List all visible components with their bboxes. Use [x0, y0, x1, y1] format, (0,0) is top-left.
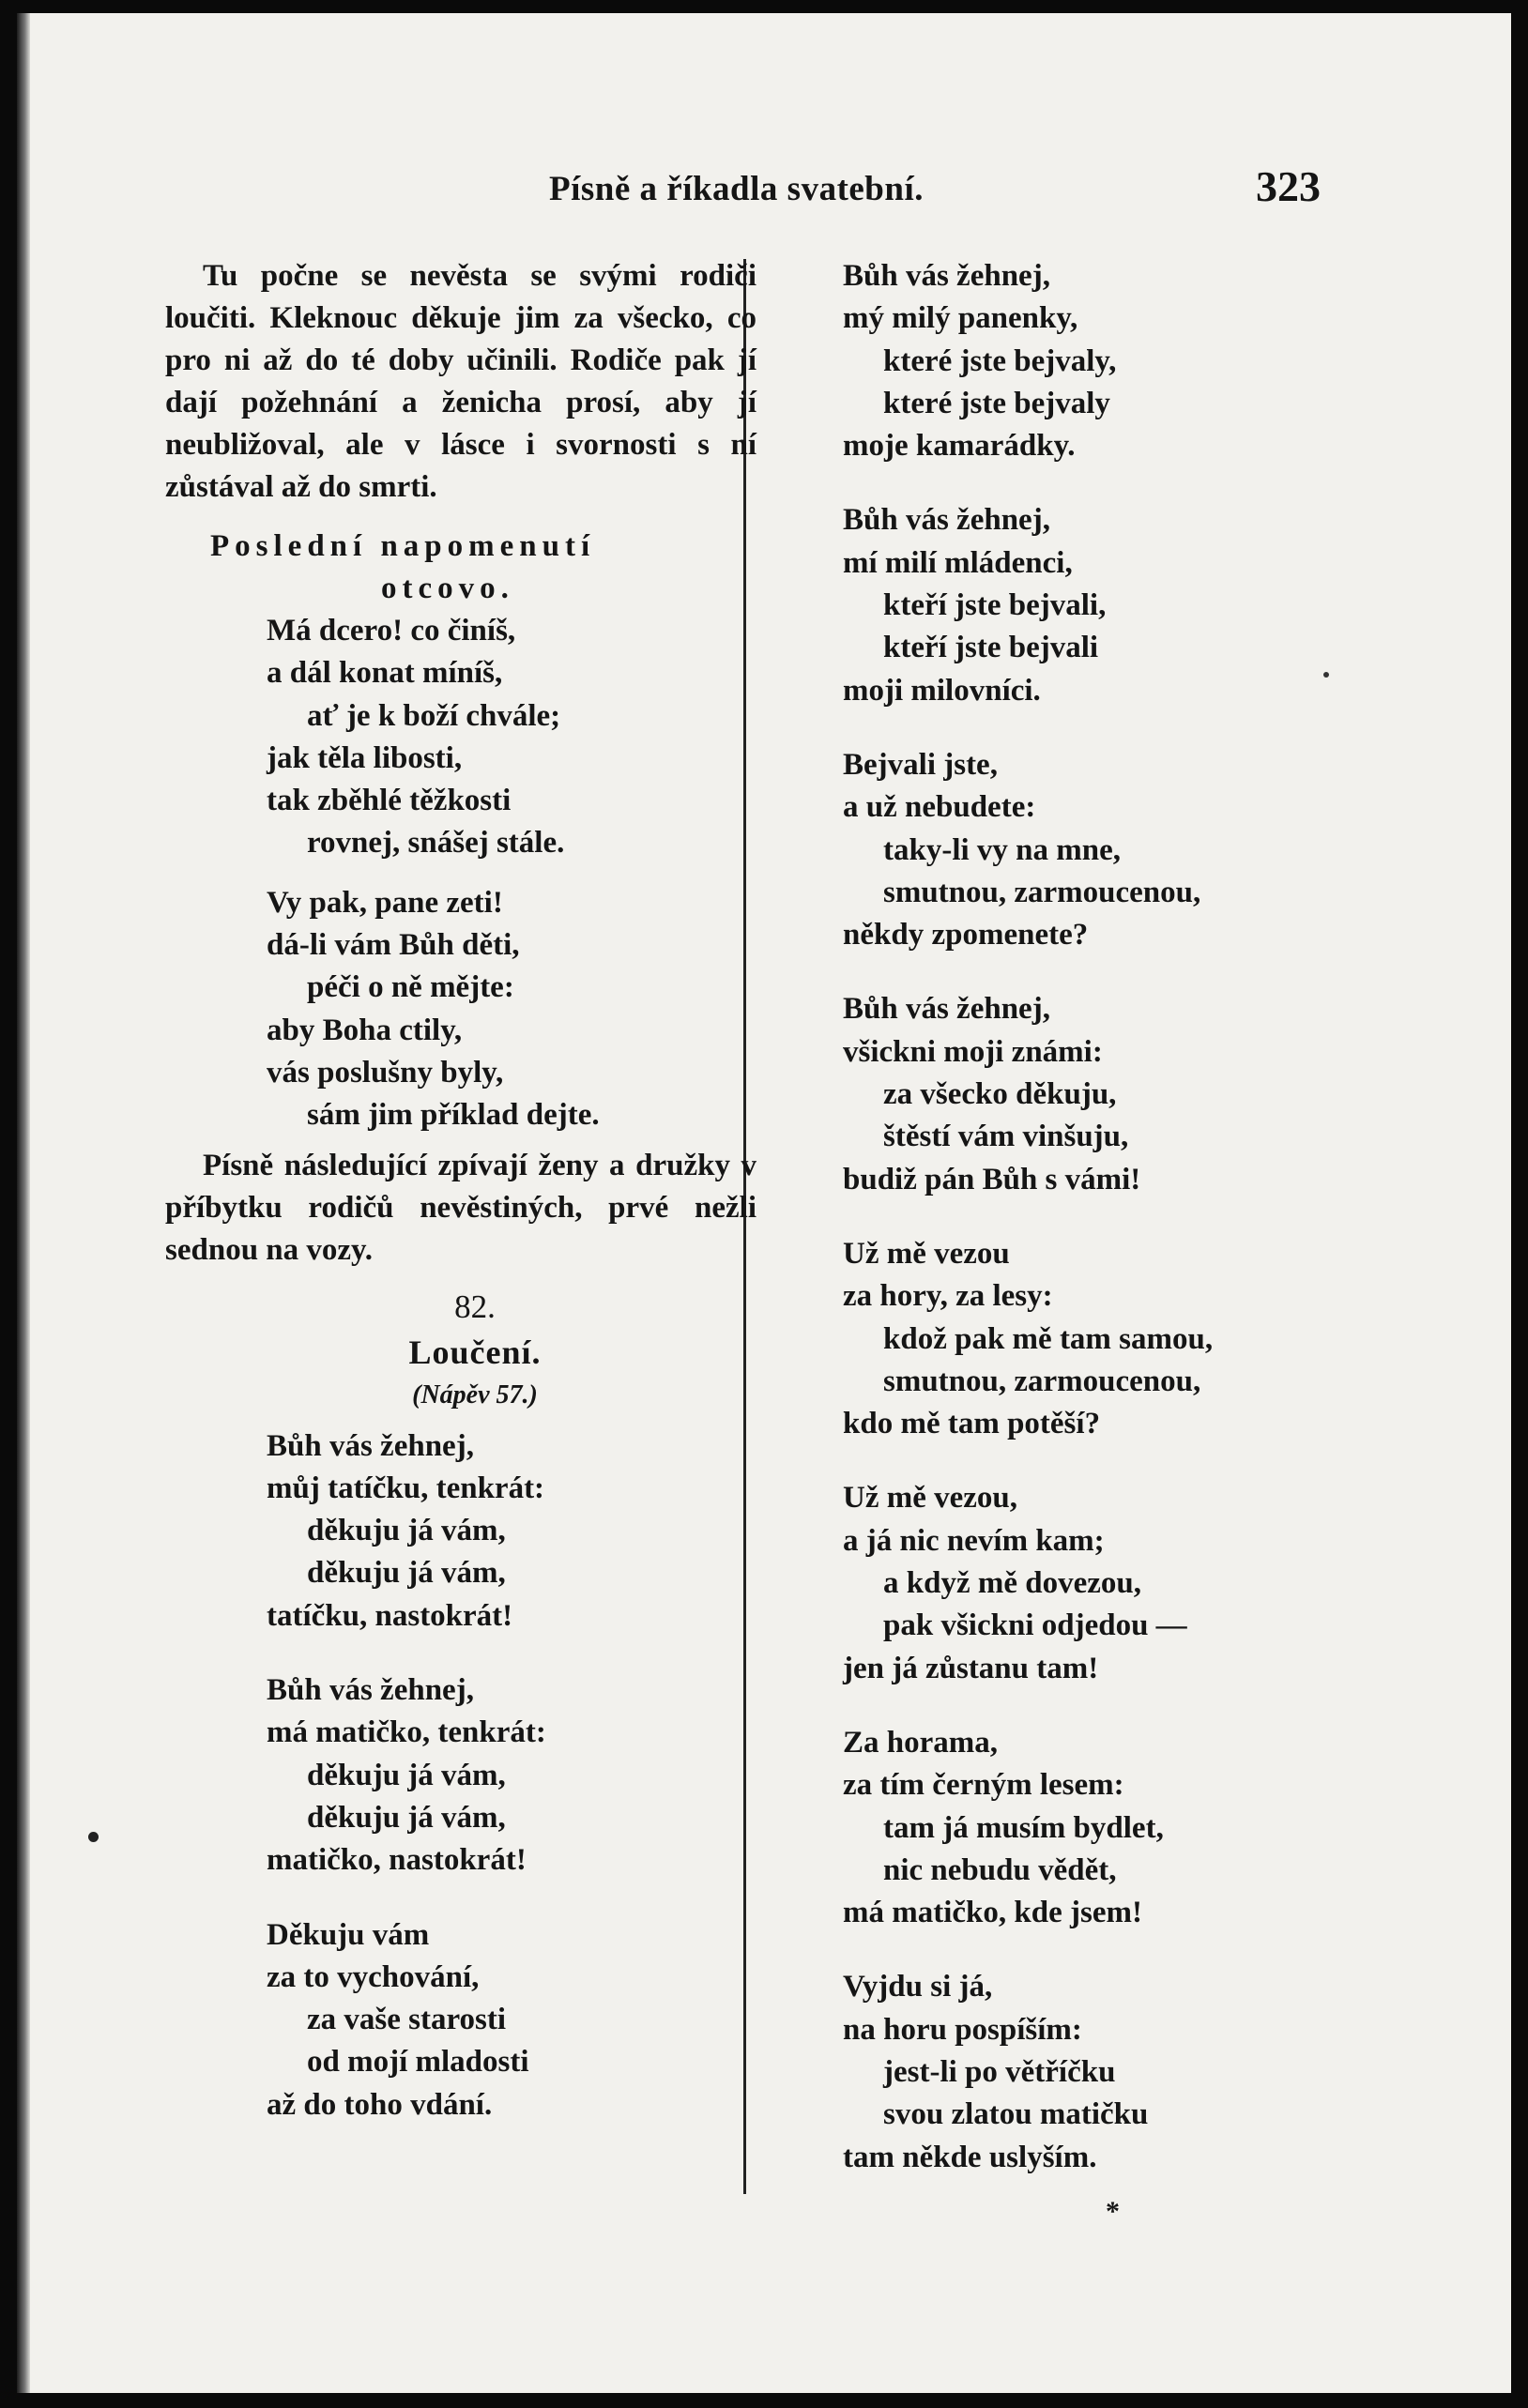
- left-column: [165, 255, 756, 2126]
- verse-line: pak všickni odjedou —: [883, 1608, 1187, 1643]
- verse-line: děkuju já vám,: [307, 1800, 506, 1835]
- verse-line: dá-li vám Bůh děti,: [267, 928, 520, 963]
- section-heading-line2: otcovo.: [381, 572, 514, 605]
- verse-line: vás poslušny byly,: [267, 1055, 504, 1090]
- stanza: [843, 255, 1368, 467]
- verse-line: kdož pak mě tam samou,: [883, 1321, 1214, 1356]
- song-number: 82.: [454, 1288, 496, 1325]
- verse-line: a já nic nevím kam;: [843, 1523, 1105, 1558]
- verse-line: Už mě vezou: [843, 1236, 1010, 1271]
- song-title: Loučení.: [408, 1333, 542, 1371]
- stanza: [267, 610, 756, 865]
- verse-line: ať je k boží chvále;: [307, 698, 561, 733]
- verse-line: za všecko děkuju,: [883, 1077, 1117, 1112]
- stanza: [267, 882, 756, 1137]
- verse-line: Bůh vás žehnej,: [843, 992, 1050, 1027]
- stanza: [843, 1477, 1368, 1689]
- footnote-mark: *: [1106, 2196, 1120, 2227]
- verse-line: Vyjdu si já,: [843, 1970, 993, 2004]
- intro-paragraph-text: Tu počne se nevěsta se svými rodiči loučiti. Kleknouc děkuje jim za všecko, co pro ni až do té doby učinili. Rodiče pak jí dají požehnání a ženicha prosí, aby jí neubližoval, ale v lásce i svornosti s ní zůstával až do smrti.: [165, 259, 756, 504]
- stanza: [843, 499, 1368, 711]
- verse-line: moje kamarádky.: [843, 429, 1076, 464]
- verse-line: jak těla libosti,: [267, 740, 463, 775]
- closing-paragraph: [165, 1145, 756, 1272]
- stanza: [843, 744, 1368, 956]
- verse-line: Za horama,: [843, 1725, 998, 1760]
- verse-line: taky-li vy na mne,: [883, 832, 1122, 867]
- song-stanzas-continued: [843, 255, 1368, 2179]
- verse-line: mí milí mládenci,: [843, 545, 1073, 580]
- page-header: [17, 161, 1511, 218]
- verse-line: tatíčku, nastokrát!: [267, 1598, 513, 1633]
- page-binding-edge: [17, 13, 30, 2393]
- verse-line: všickni moji známi:: [843, 1034, 1103, 1069]
- verse-line: kteří jste bejvali: [883, 631, 1099, 665]
- verse-line: tak zběhlé těžkosti: [267, 784, 512, 818]
- verse-line: svou zlatou matičku: [883, 2097, 1149, 2132]
- verse-line: štěstí vám vinšuju,: [883, 1120, 1129, 1154]
- poem-stanzas: [165, 610, 756, 1137]
- verse-line: a dál konat míníš,: [267, 656, 503, 691]
- verse-line: děkuju já vám,: [307, 1556, 506, 1591]
- running-title: Písně a říkadla svatební.: [549, 170, 924, 208]
- verse-line: nic nebudu vědět,: [883, 1852, 1117, 1887]
- right-column: [843, 255, 1368, 2179]
- stanza: [843, 1233, 1368, 1445]
- stanza: [267, 1669, 756, 1882]
- verse-line: kteří jste bejvali,: [883, 588, 1107, 623]
- verse-line: smutnou, zarmoucenou,: [883, 1364, 1201, 1398]
- verse-line: má matičko, kde jsem!: [843, 1896, 1142, 1930]
- speck-dot: [1323, 672, 1329, 678]
- verse-line: Bůh vás žehnej,: [843, 259, 1050, 293]
- verse-line: za hory, za lesy:: [843, 1279, 1053, 1314]
- verse-line: Děkuju vám: [267, 1917, 430, 1952]
- verse-line: kdo mě tam potěší?: [843, 1407, 1101, 1441]
- verse-line: můj tatíčku, tenkrát:: [267, 1471, 545, 1505]
- verse-line: od mojí mladosti: [307, 2045, 529, 2080]
- stanza: [843, 988, 1368, 1200]
- verse-line: a už nebudete:: [843, 790, 1036, 825]
- stanza: [843, 1722, 1368, 1934]
- verse-line: Už mě vezou,: [843, 1481, 1018, 1516]
- verse-line: sám jim příklad dejte.: [307, 1098, 600, 1133]
- page-number: 323: [1256, 162, 1321, 210]
- verse-line: mý milý panenky,: [843, 301, 1078, 336]
- stanza: [267, 1425, 756, 1638]
- verse-line: matičko, nastokrát!: [267, 1843, 527, 1878]
- verse-line: za to vychování,: [267, 1959, 480, 1994]
- verse-line: péči o ně mějte:: [307, 970, 514, 1005]
- verse-line: má matičko, tenkrát:: [267, 1715, 546, 1750]
- book-page: [17, 13, 1511, 2393]
- verse-line: Bůh vás žehnej,: [267, 1428, 474, 1463]
- verse-line: za vaše starosti: [307, 2003, 507, 2037]
- verse-line: Má dcero! co činíš,: [267, 614, 516, 648]
- verse-line: jest-li po větříčku: [883, 2054, 1116, 2089]
- verse-line: tam já musím bydlet,: [883, 1810, 1164, 1845]
- song-stanzas: [165, 1425, 756, 2126]
- verse-line: na horu pospíším:: [843, 2012, 1082, 2047]
- verse-line: tam někde uslyším.: [843, 2140, 1097, 2174]
- verse-line: které jste bejvaly: [883, 386, 1110, 420]
- closing-paragraph-text: Písně následující zpívají ženy a družky v příbytku rodičů nevěstiných, prvé nežli sednou na vozy.: [165, 1148, 756, 1267]
- verse-line: jen já zůstanu tam!: [843, 1651, 1099, 1685]
- verse-line: Vy pak, pane zeti!: [267, 885, 503, 920]
- verse-line: smutnou, zarmoucenou,: [883, 875, 1201, 909]
- verse-line: Bůh vás žehnej,: [843, 503, 1050, 538]
- verse-line: a když mě dovezou,: [883, 1566, 1141, 1601]
- verse-line: až do toho vdání.: [267, 2087, 493, 2122]
- verse-line: budiž pán Bůh s vámi!: [843, 1162, 1141, 1196]
- verse-line: moji milovníci.: [843, 673, 1041, 708]
- verse-line: které jste bejvaly,: [883, 343, 1117, 378]
- verse-line: aby Boha ctily,: [267, 1013, 463, 1047]
- verse-line: za tím černým lesem:: [843, 1768, 1124, 1803]
- margin-dot: [88, 1832, 99, 1842]
- verse-line: někdy zpomenete?: [843, 918, 1089, 953]
- section-heading-line1: Poslední napomenutí: [210, 529, 596, 563]
- intro-paragraph: [165, 255, 756, 509]
- verse-line: děkuju já vám,: [307, 1758, 506, 1792]
- verse-line: Bejvali jste,: [843, 747, 998, 782]
- stanza: [267, 1914, 756, 2126]
- song-tune: (Nápěv 57.): [412, 1379, 538, 1410]
- verse-line: děkuju já vám,: [307, 1514, 506, 1548]
- verse-line: rovnej, snášej stále.: [307, 826, 565, 861]
- stanza: [843, 1966, 1368, 2178]
- verse-line: Bůh vás žehnej,: [267, 1673, 474, 1708]
